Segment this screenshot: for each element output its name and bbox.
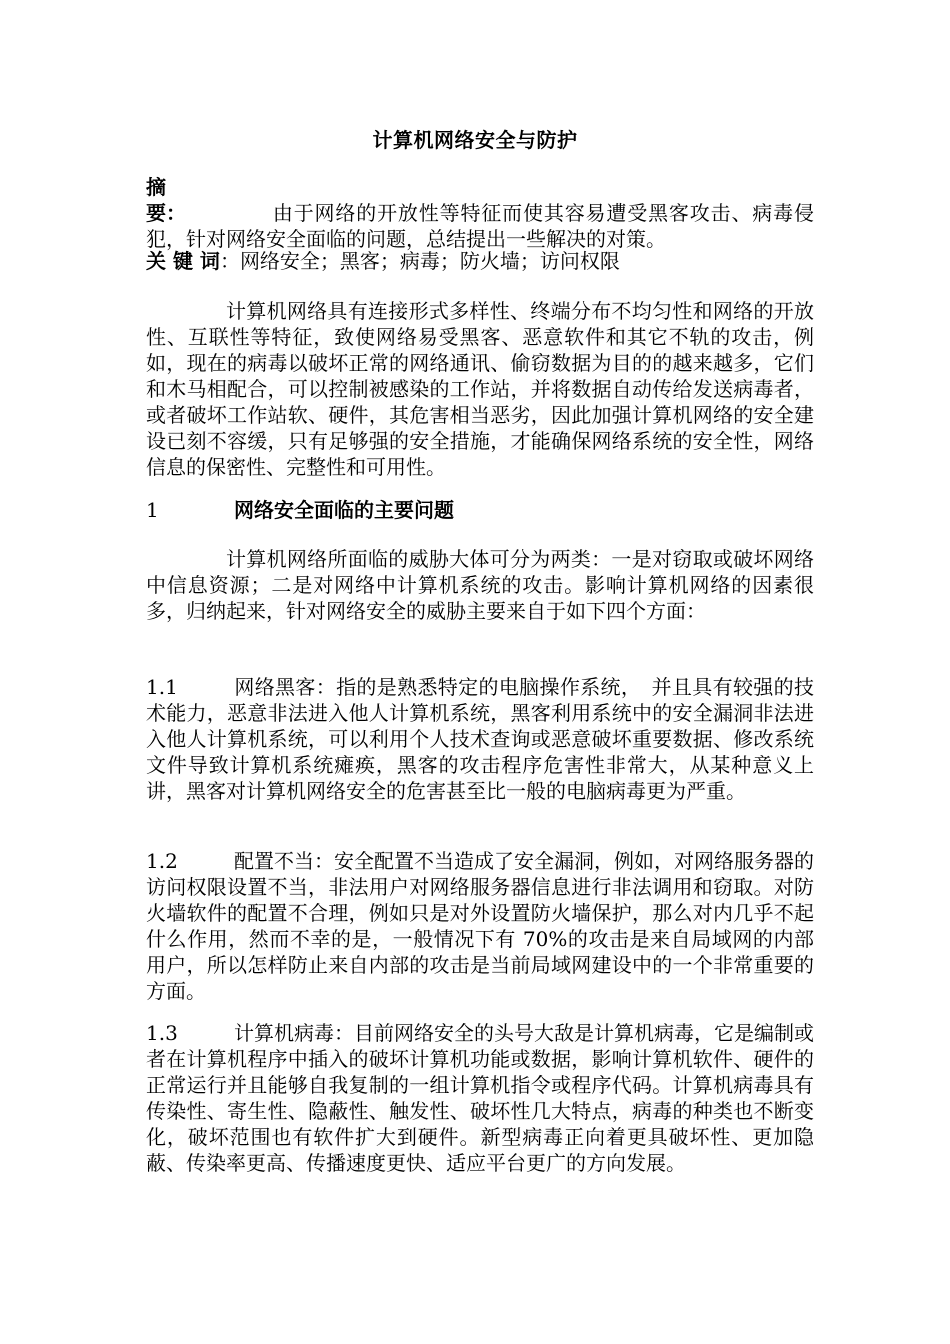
keywords-label: 关 键 词	[146, 249, 220, 273]
subsection-1-2	[146, 848, 814, 1004]
subsection-1-2-number: 1.2	[146, 849, 178, 873]
abstract-text: 由于网络的开放性等特征而使其容易遭受黑客攻击、病毒侵犯，针对网络安全面临的问题，总结提出一些解决的对策。	[146, 201, 814, 251]
subsection-1-3-text: 计算机病毒：目前网络安全的头号大敌是计算机病毒，它是编制或者在计算机程序中插入的破坏计算机功能或数据，影响计算机软件、硬件的正常运行并且能够自我复制的一组计算机指令或程序代码。计算机病毒具有传染性、寄生性、隐蔽性、触发性、破坏性几大特点，病毒的种类也不断变化，破坏范围也有软件扩大到硬件。新型病毒正向着更具破坏性、更加隐蔽、传染率更高、传播速度更快、适应平台更广的方向发展。	[146, 1021, 814, 1175]
subsection-1-1-text: 网络黑客：指的是熟悉特定的电脑操作系统， 并且具有较强的技术能力，恶意非法进入他人计算机系统，黑客利用系统中的安全漏洞非法进入他人计算机系统，可以利用个人技术查询或恶意破坏重要数据、修改系统文件导致计算机系统瘫痪，黑客的攻击程序危害性非常大，从某种意义上讲，黑客对计算机网络安全的危害甚至比一般的电脑病毒更为严重。	[146, 675, 814, 803]
subsection-1-2-text: 配置不当：安全配置不当造成了安全漏洞，例如，对网络服务器的访问权限设置不当，非法用户对网络服务器信息进行非法调用和窃取。对防火墙软件的配置不合理，例如只是对外设置防火墙保护，那么对内几乎不起什么作用，然而不幸的是，一般情况下有 70%的攻击是来自局域网的内部用户，所以怎样防止来自内部的攻击是当前局域网建设中的一个非常重要的方面。	[146, 849, 814, 1003]
abstract-label-second: 要	[146, 201, 166, 225]
abstract-paragraph	[146, 174, 814, 252]
section-1-title: 网络安全面临的主要问题	[234, 498, 454, 522]
subsection-1-3-number: 1.3	[146, 1021, 178, 1045]
abstract-label	[146, 174, 272, 226]
subsection-1-3	[146, 1020, 814, 1176]
intro-paragraph: 计算机网络具有连接形式多样性、终端分布不均匀性和网络的开放性、互联性等特征，致使网络易受黑客、恶意软件和其它不轨的攻击，例如，现在的病毒以破坏正常的网络通讯、偷窃数据为目的的越来越多，它们和木马相配合，可以控制被感染的工作站，并将数据自动传给发送病毒者，或者破坏工作站软、硬件，其危害相当恶劣，因此加强计算机网络的安全建设已刻不容缓，只有足够强的安全措施，才能确保网络系统的安全性，网络信息的保密性、完整性和可用性。	[146, 299, 814, 479]
abstract-label-colon: ：	[166, 201, 186, 225]
subsection-1-1	[146, 674, 814, 804]
section-1-intro: 计算机网络所面临的威胁大体可分为两类：一是对窃取或破坏网络中信息资源；二是对网络中计算机系统的攻击。影响计算机网络的因素很多，归纳起来，针对网络安全的威胁主要来自于如下四个方面：	[146, 547, 814, 623]
abstract-label-first: 摘	[146, 175, 196, 199]
document-title: 计算机网络安全与防护	[372, 128, 578, 152]
keywords-text: 网络安全；黑客；病毒；防火墙；访问权限	[239, 249, 620, 273]
section-1-number: 1	[146, 498, 159, 522]
subsection-1-1-number: 1.1	[146, 675, 178, 699]
keywords-paragraph	[146, 248, 814, 274]
keywords-colon: ：	[219, 249, 240, 273]
section-1-heading	[146, 496, 814, 524]
